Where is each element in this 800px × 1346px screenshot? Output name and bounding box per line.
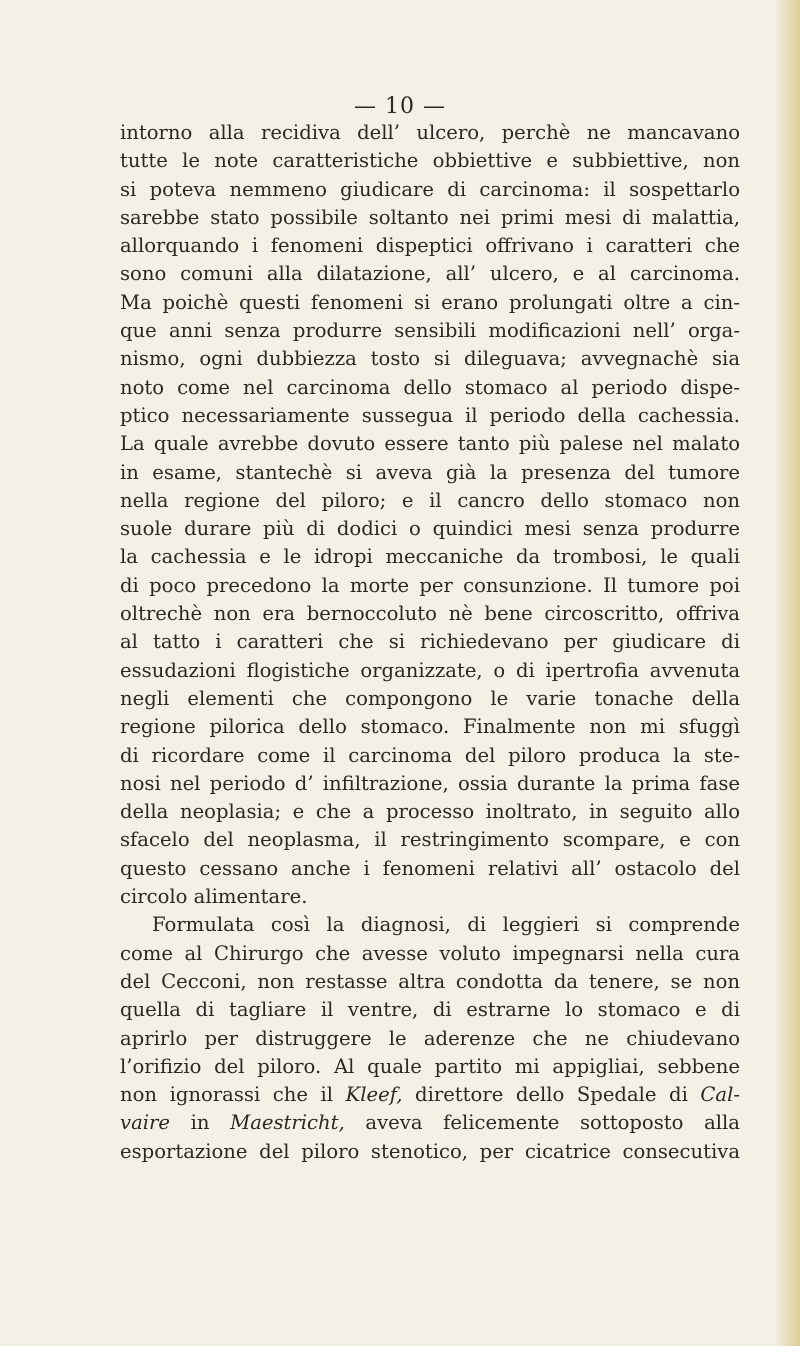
text-segment: aveva felicemente sottoposto alla <box>365 1111 740 1135</box>
text-line: sono comuni alla dilatazione, all’ ulcero, e al carcinoma. <box>120 262 740 286</box>
body-text <box>120 119 740 1166</box>
text-segment: non ignorassi che il <box>120 1083 334 1107</box>
text-line: la cachessia e le idropi meccaniche da trombosi, le quali <box>120 545 740 569</box>
text-line: in esame, stantechè si aveva già la presenza del tumore <box>120 460 740 484</box>
text-line: Formulata così la diagnosi, di leggieri si comprende <box>152 913 740 937</box>
text-line: tutte le note caratteristiche obbiettive e subbiettive, non <box>120 149 740 173</box>
text-line: del Cecconi, non restasse altra condotta da tenere, se non <box>120 969 740 993</box>
text-line: intorno alla recidiva dell’ ulcero, perchè ne mancavano <box>120 121 740 144</box>
text-line: regione pilorica dello stomaco. Finalmente non mi sfuggì <box>120 715 740 739</box>
text-line: nella regione del piloro; e il cancro dello stomaco non <box>120 488 740 512</box>
text-line: al tatto i caratteri che si richiedevano per giudicare di <box>120 630 740 654</box>
italic-place: Cal- <box>700 1083 740 1107</box>
text-line: allorquando i fenomeni dispeptici offrivano i caratteri che <box>120 234 740 258</box>
text-line: si poteva nemmeno giudicare di carcinoma: il sospettarlo <box>120 177 740 201</box>
text-line: della neoplasia; e che a processo inoltrato, in seguito allo <box>120 800 740 824</box>
text-line: di poco precedono la morte per consunzione. Il tumore poi <box>120 573 740 597</box>
text-line: circolo alimentare. <box>120 885 308 909</box>
text-line: esportazione del piloro stenotico, per cicatrice consecutiva <box>120 1139 740 1163</box>
text-line: Ma poichè questi fenomeni si erano prolungati oltre a cin- <box>120 290 740 314</box>
text-line: suole durare più di dodici o quindici mesi senza produrre <box>120 517 740 541</box>
text-line: nismo, ogni dubbiezza tosto si dileguava; avvegnachè sia <box>120 347 740 371</box>
text-line: sarebbe stato possibile soltanto nei primi mesi di malattia, <box>120 205 740 229</box>
text-segment: direttore dello Spedale di <box>415 1083 688 1107</box>
text-line-mixed <box>120 1109 740 1137</box>
page-edge-shading <box>774 0 800 1346</box>
text-line: questo cessano anche i fenomeni relativi all’ ostacolo del <box>120 856 740 880</box>
text-line: nosi nel periodo d’ infiltrazione, ossia durante la prima fase <box>120 771 740 795</box>
text-line: come al Chirurgo che avesse voluto impegnarsi nella cura <box>120 941 740 965</box>
text-line: oltrechè non era bernoccoluto nè bene circoscritto, offriva <box>120 602 740 626</box>
italic-name: Kleef, <box>345 1083 403 1107</box>
text-line: aprirlo per distruggere le aderenze che ne chiudevano <box>120 1026 740 1050</box>
text-line: noto come nel carcinoma dello stomaco al periodo dispe- <box>120 375 740 399</box>
text-line: negli elementi che compongono le varie tonache della <box>120 686 740 710</box>
text-line-mixed <box>120 1081 740 1109</box>
text-line: que anni senza produrre sensibili modificazioni nell’ orga- <box>120 319 740 343</box>
text-segment: in <box>190 1111 210 1135</box>
italic-city: Maestricht, <box>230 1111 345 1135</box>
italic-place: vaire <box>120 1111 170 1135</box>
text-line: La quale avrebbe dovuto essere tanto più palese nel malato <box>120 432 740 456</box>
text-line: quella di tagliare il ventre, di estrarne lo stomaco e di <box>120 998 740 1022</box>
text-line: sfacelo del neoplasma, il restringimento scompare, e con <box>120 828 740 852</box>
text-line: ptico necessariamente sussegua il periodo della cachessia. <box>120 403 740 427</box>
text-line: l’orifizio del piloro. Al quale partito mi appigliai, sebbene <box>120 1054 740 1078</box>
text-line: essudazioni flogistiche organizzate, o di ipertrofia avvenuta <box>120 658 740 682</box>
text-line: di ricordare come il carcinoma del piloro produca la ste- <box>120 743 740 767</box>
page-number: — 10 — <box>354 94 446 119</box>
